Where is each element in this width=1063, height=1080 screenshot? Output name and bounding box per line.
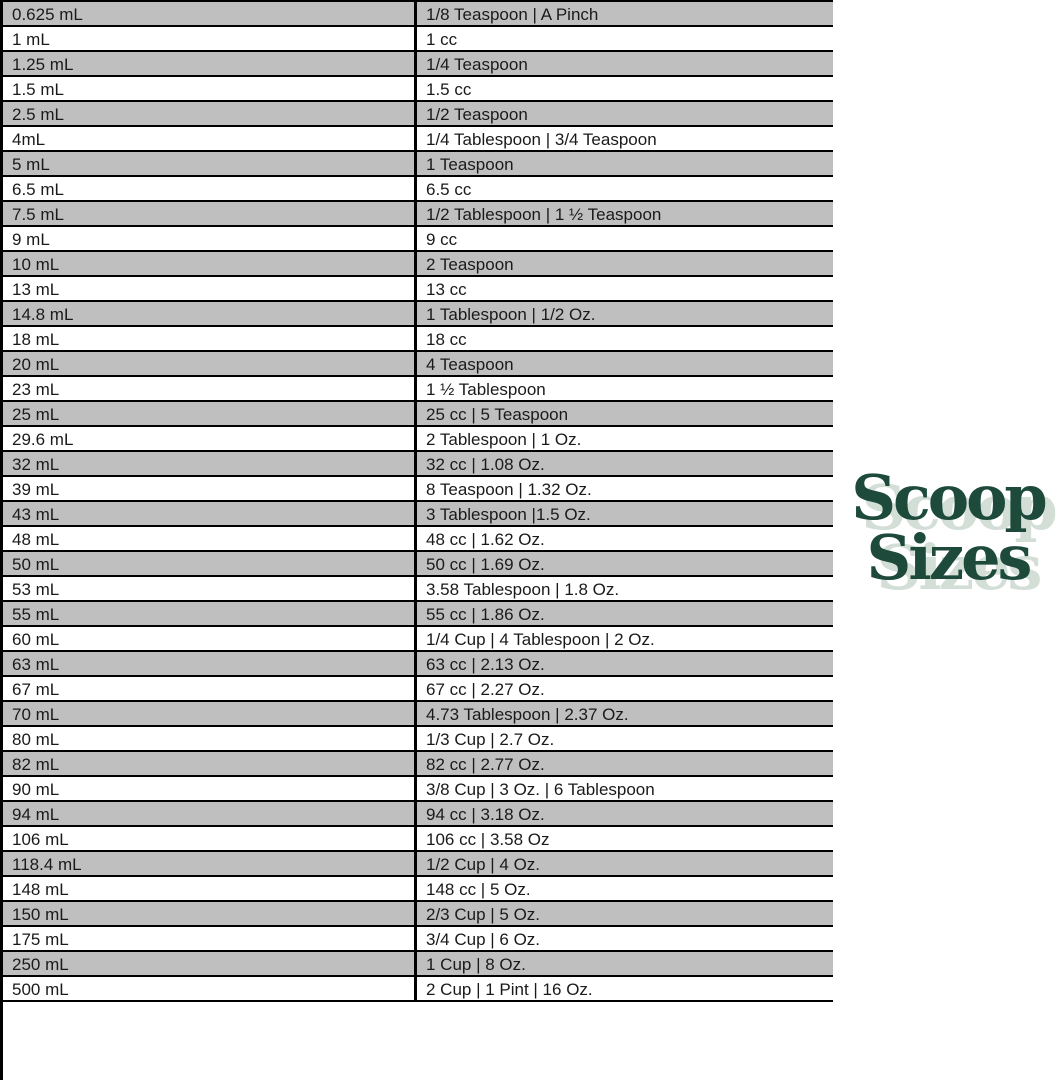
equivalent-cell: 3.58 Tablespoon | 1.8 Oz. [426, 579, 620, 599]
equivalent-cell: 3 Tablespoon |1.5 Oz. [426, 504, 591, 524]
table-row [3, 302, 833, 327]
equivalent-cell: 1 ½ Tablespoon [426, 379, 546, 399]
table-row [3, 327, 833, 352]
ml-cell: 500 mL [3, 977, 417, 1000]
equivalent-cell: 1 cc [426, 29, 458, 49]
equivalent-cell: 32 cc | 1.08 Oz. [426, 454, 545, 474]
ml-cell: 82 mL [3, 752, 417, 775]
ml-cell: 2.5 mL [3, 102, 417, 125]
scoop-sizes-logo [833, 461, 1063, 594]
ml-cell: 10 mL [3, 252, 417, 275]
equivalent-cell: 94 cc | 3.18 Oz. [426, 804, 545, 824]
equivalent-cell: 55 cc | 1.86 Oz. [426, 604, 545, 624]
table-row [3, 852, 833, 877]
ml-cell: 4mL [3, 127, 417, 150]
table-row [3, 552, 833, 577]
ml-cell: 106 mL [3, 827, 417, 850]
equivalent-cell: 3/4 Cup | 6 Oz. [426, 929, 541, 949]
ml-cell: 55 mL [3, 602, 417, 625]
equivalent-cell: 2 Cup | 1 Pint | 16 Oz. [426, 979, 593, 999]
equivalent-cell: 1/2 Tablespoon | 1 ½ Teaspoon [426, 204, 662, 224]
ml-cell: 39 mL [3, 477, 417, 500]
equivalent-cell: 1 Tablespoon | 1/2 Oz. [426, 304, 596, 324]
ml-cell: 14.8 mL [3, 302, 417, 325]
ml-cell: 48 mL [3, 527, 417, 550]
ml-cell: 80 mL [3, 727, 417, 750]
equivalent-cell: 4 Teaspoon [426, 354, 514, 374]
equivalent-cell: 1/4 Teaspoon [426, 54, 528, 74]
ml-cell: 70 mL [3, 702, 417, 725]
ml-cell: 63 mL [3, 652, 417, 675]
ml-cell: 32 mL [3, 452, 417, 475]
ml-cell: 53 mL [3, 577, 417, 600]
equivalent-cell: 9 cc [426, 229, 458, 249]
equivalent-cell: 18 cc [426, 329, 467, 349]
ml-cell: 5 mL [3, 152, 417, 175]
table-row [3, 902, 833, 927]
ml-cell: 6.5 mL [3, 177, 417, 200]
ml-cell: 23 mL [3, 377, 417, 400]
table-row [3, 702, 833, 727]
table-row [3, 952, 833, 977]
equivalent-cell: 1/2 Teaspoon [426, 104, 528, 124]
ml-cell: 1.25 mL [3, 52, 417, 75]
logo-line-1: Scoop [851, 461, 1045, 534]
table-row [3, 77, 833, 102]
table-row [3, 277, 833, 302]
ml-cell: 43 mL [3, 502, 417, 525]
table-row [3, 177, 833, 202]
table-row [3, 377, 833, 402]
equivalent-cell: 13 cc [426, 279, 467, 299]
ml-cell: 18 mL [3, 327, 417, 350]
ml-cell: 50 mL [3, 552, 417, 575]
table-row [3, 977, 833, 1002]
ml-cell: 20 mL [3, 352, 417, 375]
ml-cell: 13 mL [3, 277, 417, 300]
table-row [3, 152, 833, 177]
ml-cell: 9 mL [3, 227, 417, 250]
table-row [3, 727, 833, 752]
equivalent-cell: 63 cc | 2.13 Oz. [426, 654, 545, 674]
ml-cell: 7.5 mL [3, 202, 417, 225]
equivalent-cell: 1/4 Cup | 4 Tablespoon | 2 Oz. [426, 629, 655, 649]
ml-cell: 150 mL [3, 902, 417, 925]
table-row [3, 477, 833, 502]
table-row [3, 777, 833, 802]
table-row [3, 427, 833, 452]
ml-cell: 1 mL [3, 27, 417, 50]
equivalent-cell: 1/4 Tablespoon | 3/4 Teaspoon [426, 129, 657, 149]
equivalent-cell: 2 Teaspoon [426, 254, 514, 274]
logo-line-2: Sizes [866, 521, 1030, 594]
table-row [3, 27, 833, 52]
equivalent-cell: 1 Cup | 8 Oz. [426, 954, 526, 974]
ml-cell: 1.5 mL [3, 77, 417, 100]
table-row [3, 352, 833, 377]
table-row [3, 2, 833, 27]
equivalent-cell: 67 cc | 2.27 Oz. [426, 679, 545, 699]
ml-cell: 250 mL [3, 952, 417, 975]
ml-cell: 60 mL [3, 627, 417, 650]
ml-cell: 67 mL [3, 677, 417, 700]
equivalent-cell: 6.5 cc [426, 179, 472, 199]
ml-cell: 175 mL [3, 927, 417, 950]
table-row [3, 252, 833, 277]
table-row [3, 652, 833, 677]
table-row [3, 927, 833, 952]
equivalent-cell: 3/8 Cup | 3 Oz. | 6 Tablespoon [426, 779, 655, 799]
equivalent-cell: 1/3 Cup | 2.7 Oz. [426, 729, 555, 749]
ml-cell: 148 mL [3, 877, 417, 900]
equivalent-cell: 1.5 cc [426, 79, 472, 99]
table-row [3, 127, 833, 152]
equivalent-cell: 48 cc | 1.62 Oz. [426, 529, 545, 549]
equivalent-cell: 8 Teaspoon | 1.32 Oz. [426, 479, 592, 499]
table-row [3, 827, 833, 852]
table-row [3, 227, 833, 252]
ml-cell: 118.4 mL [3, 852, 417, 875]
equivalent-cell: 148 cc | 5 Oz. [426, 879, 531, 899]
equivalent-cell: 1/2 Cup | 4 Oz. [426, 854, 541, 874]
table-row [3, 52, 833, 77]
equivalent-cell: 25 cc | 5 Teaspoon [426, 404, 569, 424]
table-row [3, 677, 833, 702]
ml-cell: 94 mL [3, 802, 417, 825]
ml-cell: 25 mL [3, 402, 417, 425]
table-row [3, 752, 833, 777]
table-row [3, 802, 833, 827]
table-row [3, 452, 833, 477]
table-row [3, 877, 833, 902]
equivalent-cell: 1 Teaspoon [426, 154, 514, 174]
table-row [3, 527, 833, 552]
equivalent-cell: 106 cc | 3.58 Oz [426, 829, 550, 849]
table-row [3, 627, 833, 652]
equivalent-cell: 2/3 Cup | 5 Oz. [426, 904, 541, 924]
ml-cell: 90 mL [3, 777, 417, 800]
ml-cell: 0.625 mL [3, 2, 417, 25]
ml-cell: 29.6 mL [3, 427, 417, 450]
equivalent-cell: 82 cc | 2.77 Oz. [426, 754, 545, 774]
equivalent-cell: 50 cc | 1.69 Oz. [426, 554, 545, 574]
table-row [3, 502, 833, 527]
table-row [3, 402, 833, 427]
table-row [3, 202, 833, 227]
table-row [3, 102, 833, 127]
equivalent-cell: 2 Tablespoon | 1 Oz. [426, 429, 582, 449]
equivalent-cell: 1/8 Teaspoon | A Pinch [426, 4, 599, 24]
table-row [3, 602, 833, 627]
equivalent-cell: 4.73 Tablespoon | 2.37 Oz. [426, 704, 629, 724]
table-row [3, 577, 833, 602]
